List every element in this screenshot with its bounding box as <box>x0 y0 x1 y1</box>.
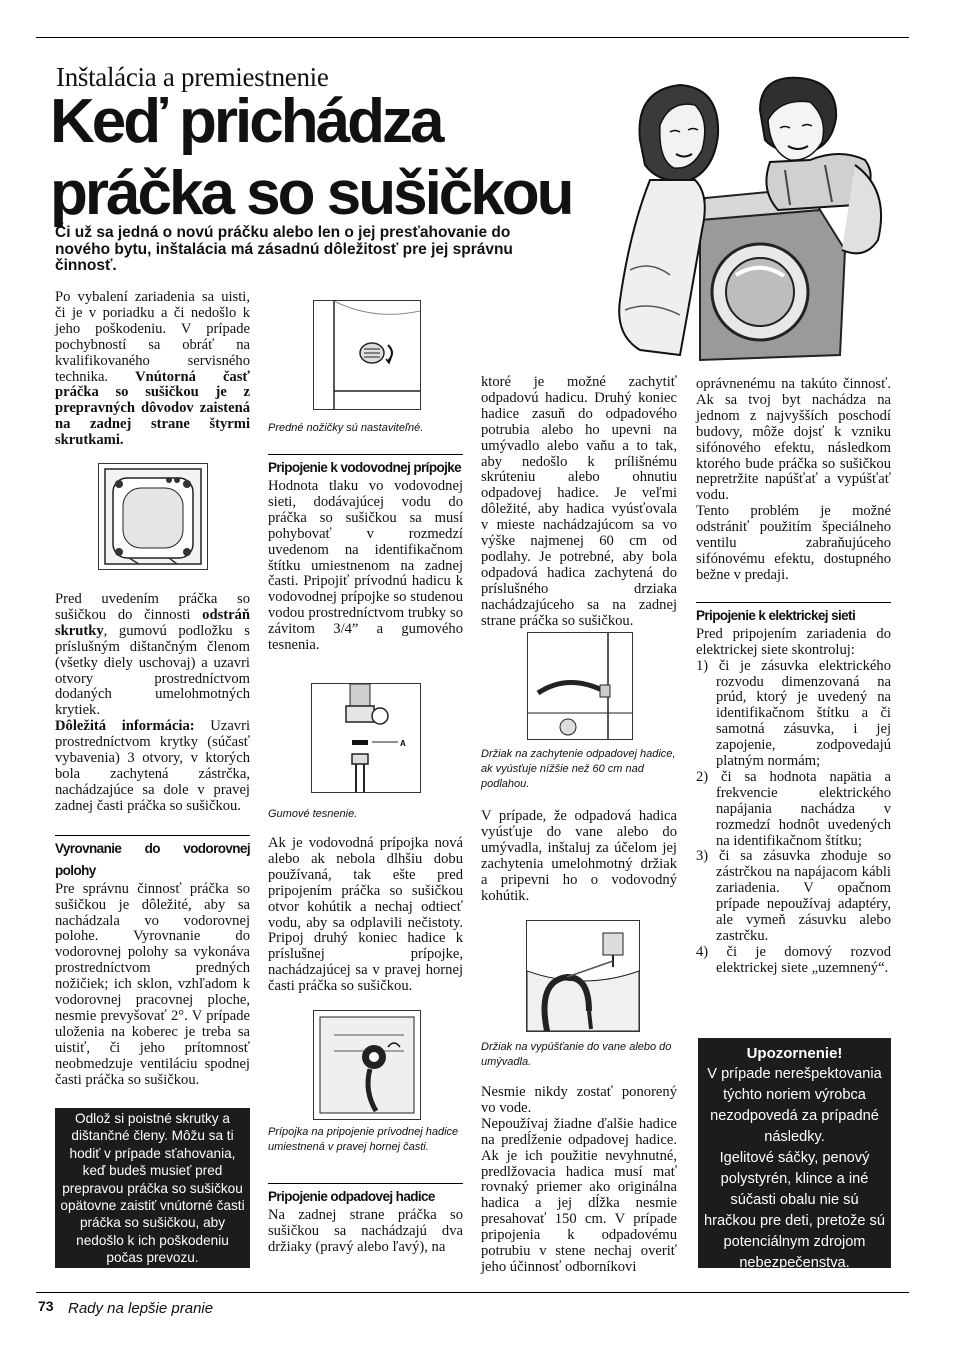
couple-with-washer-illustration <box>610 70 900 365</box>
caption-adjustable-feet: Predné nožičky sú nastaviteľné. <box>268 422 424 434</box>
column-3-sink: V prípade, že odpadová hadica vyúsťuje do vane alebo do umývadla, inštaluj za účelom jej zachytenia umelohmotný držiak a pripevni ho o vodovodný kohútik. <box>481 808 677 904</box>
warning-box <box>698 1038 891 1271</box>
electrical-checklist <box>696 659 891 977</box>
warning-text-2: Igelitové sáčky, penový polystyrén, klince a iné súčasti obalu nie sú hračkou pre deti, pretože sú potenciálnym zdrojom nebezpečenstva. <box>704 1150 885 1271</box>
caption-inlet-connection: Prípojka na pripojenie prívodnej hadice umiestnená v pravej hornej časti. <box>268 1126 459 1153</box>
list-item: 2) či sa hodnota napätia a frekvencie elektrického napájania nachádza v rozmedzí hodnôt uvedených na identifikačnom štítku; <box>696 768 891 849</box>
page-number: 73 <box>38 1298 54 1314</box>
section-heading-water-supply: Pripojenie k vodovodnej prípojke <box>268 454 463 479</box>
tip-box-keep-screws: Odlož si poistné skrutky a dištančné členy. Môžu sa ti hodiť v prípade sťahovania, keď budeš musieť pred prepravou práčka so sušičkou opätovne zaistiť vnútorné časti práčka so sušičkou, aby nedošlo k ich poškodeniu počas prevozu. <box>55 1108 250 1268</box>
top-rule <box>36 37 909 38</box>
inlet-connection-figure <box>313 1010 421 1120</box>
caption-rubber-seal: Gumové tesnenie. <box>268 808 358 820</box>
section-heading-electrical: Pripojenie k elektrickej sieti <box>696 602 891 627</box>
section-heading-leveling: Vyrovnanie do vodorovnej polohy <box>55 835 250 882</box>
list-item: 3) či sa zásuvka zhoduje so zástrčkou na napájacom kábli zariadenia. V opačnom prípade nepoužívaj adaptéry, ale vymeň zásuvku alebo zastrčku. <box>696 848 891 944</box>
sink-drain-holder-figure <box>526 920 640 1032</box>
figure-label-a: A <box>400 739 406 748</box>
caption-sink-drain-holder: Držiak na vypúšťanie do vane alebo do umývadla. <box>481 1041 672 1068</box>
section-kicker: Inštalácia a premiestnenie <box>56 62 329 92</box>
section-heading-drain-hose: Pripojenie odpadovej hadice <box>268 1183 463 1208</box>
adjustable-feet-figure <box>313 300 421 410</box>
drain-hook-figure <box>527 632 633 740</box>
column-4-siphon: oprávnenému na takúto činnosť. Ak sa tvoj byt nachádza na jednom z najvyšších poschodí budovy, môže dojsť k vzniku sifónového efektu, následkom ktorého bude práčka so sušičkou nepretržite napúšťať a vypúšťať vodu. Tento problém je možné odstrániť použitím špeciálneho ventilu zabraňujúceho sifónovému efektu, dostupného bežne v predaji. Pripojenie k elektrickej sieti Pred pripojením zariadenia do elektrickej siete skontroluj: 1) či je zásuvka elektrického rozvodu dimenzovaná na prúd, ktorý je uvedený na identifikačnom štítku a či samotná zásuvka, i jej zapojenie, zodpovedajú platným normám; 2) či sa hodnota napätia a frekvencie elektrického napájania nachádza v rozmedzí hodnôt uvedených na identifikačnom štítku; 3) či sa zásuvka zhoduje so zástrčkou na napájacom kábli zariadenia. V opačnom prípade nepoužívaj adaptéry, ale vymeň zásuvku alebo zastrčku. 4) či je domový rozvod elektrickej siete „uzemnený“. <box>696 376 891 976</box>
transport-screws-figure <box>98 463 208 570</box>
column-3-drain-body: ktoré je možné zachytiť odpadovú hadicu. Druhý koniec hadice zasuň do odpadového potrubia alebo ho upevni na umývadlo alebo vaňu a to tak, aby nedošlo k prílišnému skrúteniu alebo ohnutiu odpadovej hadice. Je veľmi dôležité, aby hadica vyúsťovala v mieste nachádzajúcom sa vo výške najmenej 60 cm od podlahy. Je potrebné, aby bola odpadová hadica zachytená do príslušného drziaka nachádzajúceho sa na zadnej strane práčka so sušičkou. <box>481 374 677 629</box>
column-2-water-supply: Pripojenie k vodovodnej prípojke Hodnota tlaku vo vodovodnej sieti, dodávajúcej vodu do práčka so sušičkou sa musí pohybovať v rozmedzí uvedenom na identifikačnom štítku umiestnenom na zadnej časti. Pripojiť prívodnú hadicu k vodovodnej prípojke so studenou vodou prostredníctvom trubky so závitom 3/4” a gumového tesnenia. <box>268 454 463 654</box>
column-1-body: Pred uvedením práčka so sušičkou do činnosti odstráň skrutky, gumovú podložku s príslušným dištančným členom (všetky diely uschovaj) a uzavri otvory prostredníctvom dodaných umelohmotných krytiek. Dôležitá informácia: Uzavri prostredníctvom krytky (súčasť vybavenia) 3 otvory, v ktorých bola zachytená zástrčka, nachádzajúce sa dole v pravej zadnej časti práčka so sušičkou. Vyrovnanie do vodorovnej polohy Pre správnu činnosť práčka so sušičkou je dôležité, aby sa nachádzala vo vodorovnej polohe. Vyrovnanie do vodorovnej polohy sa vykonáva prostredníctvom predných nožičiek; ich sklon, vzhľadom k vodorovnej pracovnej ploche, nesmie prevyšovať 2°. V prípade uloženia na koberec je treba sa uistiť, či jeho prítomnosť neobmedzuje ventiláciu spodnej časti práčka so sušičkou. <box>55 591 251 1088</box>
page-title: Keď prichádza práčka so sušičkou <box>50 87 572 228</box>
caption-drain-hook: Držiak na zachytenie odpadovej hadice, ak vyúsťuje nížšie než 60 cm nad podlahou. <box>481 748 676 790</box>
footer-title: Rady na lepšie pranie <box>68 1300 214 1317</box>
warning-title: Upozornenie! <box>746 1045 843 1062</box>
column-2-drain: Pripojenie odpadovej hadice Na zadnej strane práčka so sušičkou sa nachádzajú dva držiaky (pravý alebo ľavý), na <box>268 1183 463 1256</box>
rubber-seal-figure <box>311 683 421 793</box>
column-2-water-body: Ak je vodovodná prípojka nová alebo ak nebola dlhšiu dobu používaná, tak ešte pred pripojením práčka so sušičkou otvor kohútik a nechaj odtiecť vodu, aby sa odplavili nečistoty. Pripoj druhý koniec hadice k príslušnej prípojke, nachádzajúcej sa v pravej hornej časti práčka so sušičkou. <box>268 835 463 995</box>
warning-text-1: V prípade nerešpektovania týchto noriem výrobca nezodpovedá za prípadné následky. <box>707 1066 882 1145</box>
list-item: 1) či je zásuvka elektrického rozvodu dimenzovaná na prúd, ktorý je uvedený na identifikačnom štítku a či samotná zásuvka, i jej zapojenie, zodpovedajú platným normám; <box>696 657 891 770</box>
column-1-intro: Po vybalení zariadenia sa uisti, či je v poriadku a či nedošlo k jeho poškodeniu. V prípade pochybností sa obráť na kvalifikovaného servisného technika. Vnútorná časť práčka so sušičkou je z prepravných dôvodov zaistená na zadnej strane štyrmi skrutkami. <box>55 289 251 449</box>
column-3-extension: Nesmie nikdy zostať ponorený vo vode. Nepoužívaj žiadne ďalšie hadice na predĺženie odpadovej hadice. Ak je ich použitie nevyhnutné, predlžovacia hadica musí mať rovnaký priemer ako originálna hadica a jej dĺžka nesmie presahovať 150 cm. V prípade pripojenia k odpadovému potrubiu v stene nechaj overiť jeho účinnosť odborníkovi <box>481 1084 677 1275</box>
list-item: 4) či je domový rozvod elektrickej siete „uzemnený“. <box>696 943 891 976</box>
lead-paragraph: Či už sa jedná o novú práčku alebo len o jej presťahovanie do nového bytu, inštalácia má zásadnú dôležitosť pre jej správnu činnosť. <box>55 224 513 274</box>
bottom-rule <box>36 1292 909 1293</box>
